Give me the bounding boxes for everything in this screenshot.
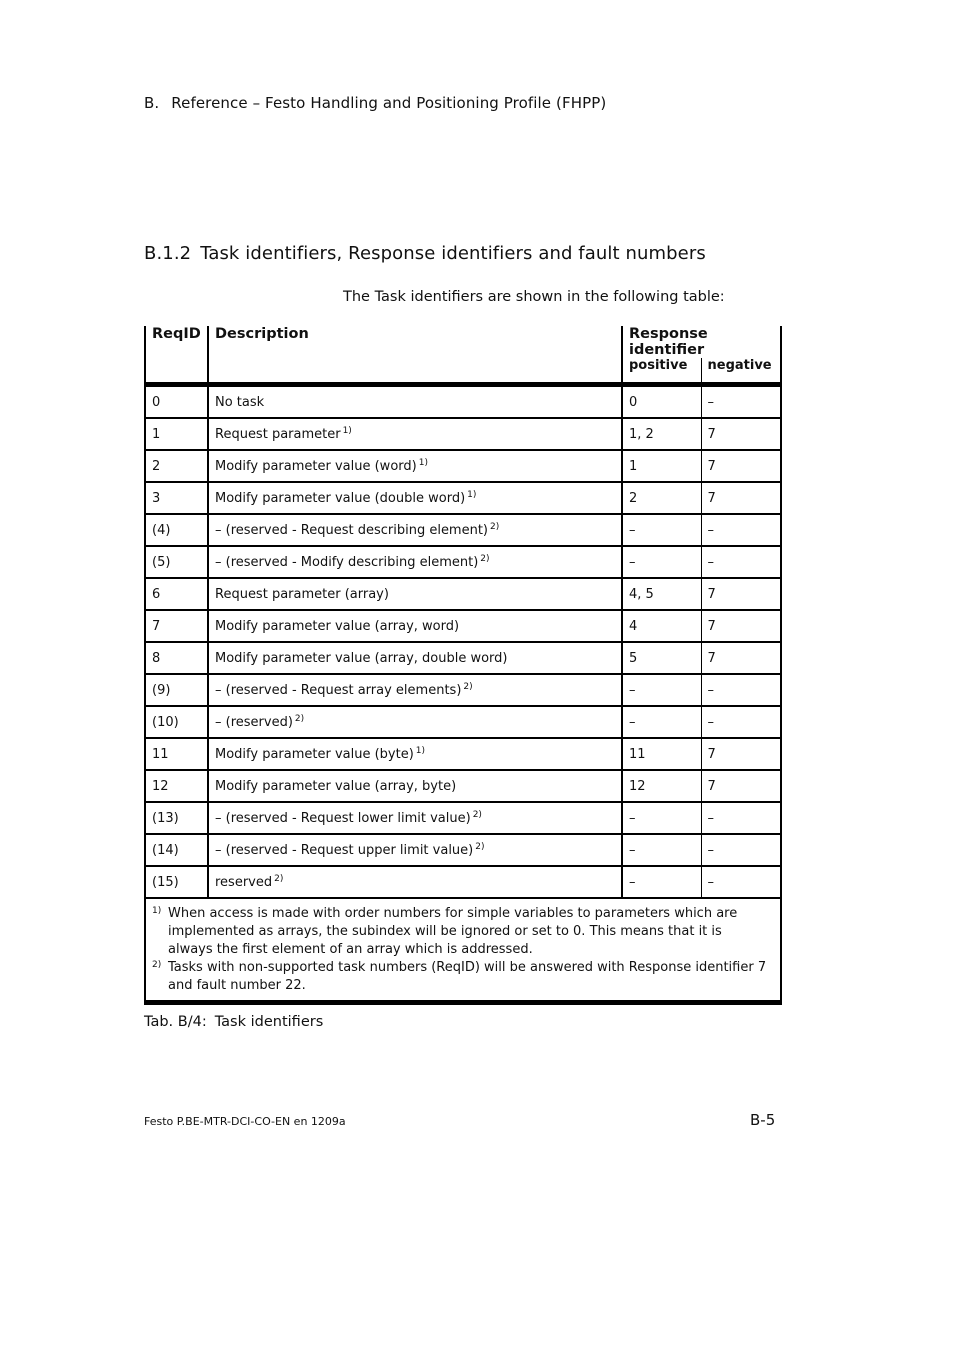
cell-positive: 4 — [622, 610, 701, 642]
cell-reqid: (14) — [145, 834, 208, 866]
cell-negative: – — [701, 802, 781, 834]
caption-label: Tab. B/4: — [144, 1014, 207, 1030]
footnotes-row — [145, 898, 781, 1003]
table-row — [145, 418, 781, 450]
table-row — [145, 738, 781, 770]
cell-positive: 4, 5 — [622, 578, 701, 610]
cell-negative: – — [701, 706, 781, 738]
footnote-ref: 2) — [274, 874, 284, 884]
footnote-mark: 2) — [152, 960, 162, 970]
description-text: Modify parameter value (word) — [215, 459, 417, 474]
cell-positive: 11 — [622, 738, 701, 770]
cell-reqid: (9) — [145, 674, 208, 706]
running-header — [144, 94, 606, 112]
description-text: – (reserved - Request array elements) — [215, 683, 462, 698]
description-text: Modify parameter value (array, byte) — [215, 778, 457, 794]
cell-negative: – — [701, 387, 781, 418]
footnote-text: Tasks with non-supported task numbers (ReqID) will be answered with Response identifier 7 and fault number 22. — [168, 960, 767, 993]
cell-reqid: 8 — [145, 642, 208, 674]
footnote-2 — [152, 959, 770, 995]
section-heading — [144, 243, 706, 264]
task-identifiers-table — [144, 326, 782, 1005]
cell-description — [208, 578, 622, 610]
description-text: – (reserved - Request upper limit value) — [215, 843, 474, 858]
cell-positive: – — [622, 546, 701, 578]
section-title: Task identifiers, Response identifiers and fault numbers — [200, 243, 706, 264]
cell-positive: 12 — [622, 770, 701, 802]
table-row — [145, 387, 781, 418]
cell-negative: – — [701, 674, 781, 706]
table-row — [145, 610, 781, 642]
header-reqid: ReqID — [145, 326, 208, 385]
cell-reqid: 12 — [145, 770, 208, 802]
section-number: B.1.2 — [144, 243, 192, 264]
caption-text: Task identifiers — [214, 1014, 324, 1030]
header-description: Description — [208, 326, 622, 385]
cell-description — [208, 706, 622, 738]
cell-positive: – — [622, 834, 701, 866]
cell-positive: – — [622, 514, 701, 546]
header-negative: negative — [701, 358, 781, 385]
cell-reqid: 2 — [145, 450, 208, 482]
table-row — [145, 546, 781, 578]
description-text: reserved — [215, 875, 273, 890]
table-row — [145, 802, 781, 834]
footnote-text: When access is made with order numbers for simple variables to parameters which are implemented as arrays, the subindex will be ignored or set to 0. This means that it is always the first element of an array which is addressed. — [168, 906, 738, 957]
cell-reqid: 3 — [145, 482, 208, 514]
cell-positive: 0 — [622, 387, 701, 418]
footnote-ref: 2) — [472, 810, 482, 820]
cell-negative: 7 — [701, 450, 781, 482]
cell-description — [208, 450, 622, 482]
cell-description — [208, 387, 622, 418]
cell-reqid: (5) — [145, 546, 208, 578]
footnote-ref: 2) — [294, 714, 305, 724]
cell-description — [208, 674, 622, 706]
header-response-identifier: Response identifier — [622, 326, 781, 358]
cell-description — [208, 770, 622, 802]
cell-negative: – — [701, 834, 781, 866]
table-caption — [144, 1014, 323, 1030]
table-row — [145, 514, 781, 546]
cell-description — [208, 546, 622, 578]
footnote-ref: 1) — [415, 746, 426, 756]
cell-positive: 1 — [622, 450, 701, 482]
cell-reqid: (15) — [145, 866, 208, 898]
page-number: B-5 — [750, 1111, 776, 1129]
cell-description — [208, 514, 622, 546]
cell-positive: – — [622, 706, 701, 738]
table-row — [145, 674, 781, 706]
cell-positive: – — [622, 802, 701, 834]
table-row — [145, 578, 781, 610]
description-text: – (reserved - Request describing element) — [215, 523, 489, 538]
footnote-ref: 2) — [463, 682, 473, 692]
cell-description — [208, 610, 622, 642]
description-text: Request parameter (array) — [215, 586, 389, 602]
cell-reqid: 7 — [145, 610, 208, 642]
chapter-number: B. — [144, 94, 160, 112]
table-row — [145, 642, 781, 674]
header-positive: positive — [622, 358, 701, 385]
cell-description — [208, 738, 622, 770]
description-text: – (reserved) — [215, 715, 293, 730]
footnote-ref: 2) — [475, 842, 485, 852]
description-text: Modify parameter value (array, double word) — [215, 650, 508, 666]
cell-description — [208, 802, 622, 834]
table-row — [145, 450, 781, 482]
description-text: Modify parameter value (byte) — [215, 747, 414, 762]
cell-reqid: (4) — [145, 514, 208, 546]
description-text: – (reserved - Request lower limit value) — [215, 811, 471, 826]
cell-negative: – — [701, 514, 781, 546]
footnote-ref: 1) — [467, 490, 477, 500]
footnote-ref: 2) — [490, 522, 500, 532]
table-row — [145, 866, 781, 898]
cell-negative: 7 — [701, 738, 781, 770]
cell-reqid: 0 — [145, 387, 208, 418]
footnote-mark: 1) — [152, 906, 162, 916]
description-text: Modify parameter value (array, word) — [215, 618, 460, 634]
cell-description — [208, 866, 622, 898]
cell-reqid: 11 — [145, 738, 208, 770]
cell-negative: 7 — [701, 418, 781, 450]
footnote-ref: 1) — [418, 458, 428, 468]
chapter-title: Reference – Festo Handling and Positioning Profile (FHPP) — [171, 94, 607, 112]
table-row — [145, 482, 781, 514]
description-text: – (reserved - Modify describing element) — [215, 555, 479, 570]
footnote-ref: 2) — [480, 554, 490, 564]
table-row — [145, 834, 781, 866]
cell-description — [208, 642, 622, 674]
cell-description — [208, 418, 622, 450]
cell-negative: 7 — [701, 578, 781, 610]
cell-reqid: (10) — [145, 706, 208, 738]
table-row — [145, 770, 781, 802]
cell-negative: 7 — [701, 482, 781, 514]
table-row — [145, 706, 781, 738]
cell-positive: – — [622, 866, 701, 898]
description-text: No task — [215, 394, 265, 410]
intro-text: The Task identifiers are shown in the following table: — [343, 289, 725, 305]
cell-negative: 7 — [701, 610, 781, 642]
cell-description — [208, 482, 622, 514]
cell-positive: 5 — [622, 642, 701, 674]
footnote-1 — [152, 905, 770, 959]
cell-reqid: 6 — [145, 578, 208, 610]
footnote-ref: 1) — [342, 426, 352, 436]
cell-negative: – — [701, 546, 781, 578]
cell-reqid: (13) — [145, 802, 208, 834]
description-text: Request parameter — [215, 427, 341, 442]
cell-positive: – — [622, 674, 701, 706]
document-id: Festo P.BE-MTR-DCI-CO-EN en 1209a — [144, 1115, 346, 1128]
cell-negative: 7 — [701, 770, 781, 802]
cell-positive: 2 — [622, 482, 701, 514]
cell-reqid: 1 — [145, 418, 208, 450]
cell-negative: – — [701, 866, 781, 898]
cell-description — [208, 834, 622, 866]
cell-positive: 1, 2 — [622, 418, 701, 450]
cell-negative: 7 — [701, 642, 781, 674]
description-text: Modify parameter value (double word) — [215, 491, 466, 506]
